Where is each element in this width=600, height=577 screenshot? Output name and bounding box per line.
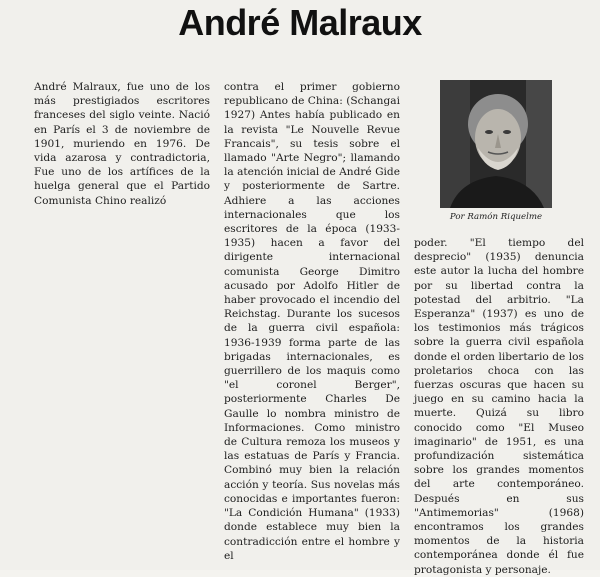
article-column-1: André Malraux, fue uno de los más prestigiados escritores franceses del siglo veinte. Nació en París el 3 de noviembre de 1901, muriendo en 1976. De vida azarosa y contradictoria, Fue uno de los artífices de la huelga general que el Partido Comunista Chino realizó xyxy=(34,81,210,207)
article-column-2: contra el primer gobierno republicano de China: (Schangai 1927) Antes había publicado en la revista "Le Nouvelle Revue Francais", su tesis sobre el llamado "Arte Negro"; llamando la atención inicial de André Gide y posteriormente de Sartre. Adhiere a las acciones internacionales que los escritores de la época (1933-1935) hacen a favor del dirigente internacional comunista George Dimitro acusado por Adolfo Hitler de haber provocado el incendio del Reichstag. Durante los sucesos de la guerra civil española: 1936-1939 forma parte de las brigadas internacionales, es guerrillero de los maquis como "el coronel Berger", posteriormente Charles De Gaulle lo nombra ministro de Informaciones. Como ministro de Cultura remoza los museos y las estatuas de París y Francia. Combinó muy bien la relación acción y teoría. Sus novelas más conocidas e importantes fueron: "La Condición Humana" (1933) donde establece muy bien la contradicción entre el hombre y el xyxy=(224,81,400,562)
photo-caption: Por Ramón Riquelme xyxy=(449,212,543,222)
portrait-image xyxy=(440,80,552,208)
article-column-3: poder. "El tiempo del desprecio" (1935) denuncia este autor la lucha del hombre por su libertad contra la potestad del arbitrio. "La Esperanza" (1937) es uno de los testimonios más trágicos sobre la guerra civil española donde el orden libertario de los proletarios choca con las fuerzas oscuras que hacen su juego en su camino hacia la muerte. Quizá su libro conocido como "El Museo imaginario" de 1951, es una profundización sistemática sobre los grandes momentos del arte contemporáneo. Después en sus "Antimemorias" (1968) encontramos los grandes momentos de la historia contemporánea donde él fue protagonista y personaje. xyxy=(414,237,584,576)
author-portrait-photo xyxy=(440,80,552,208)
article-title: André Malraux xyxy=(178,2,422,43)
